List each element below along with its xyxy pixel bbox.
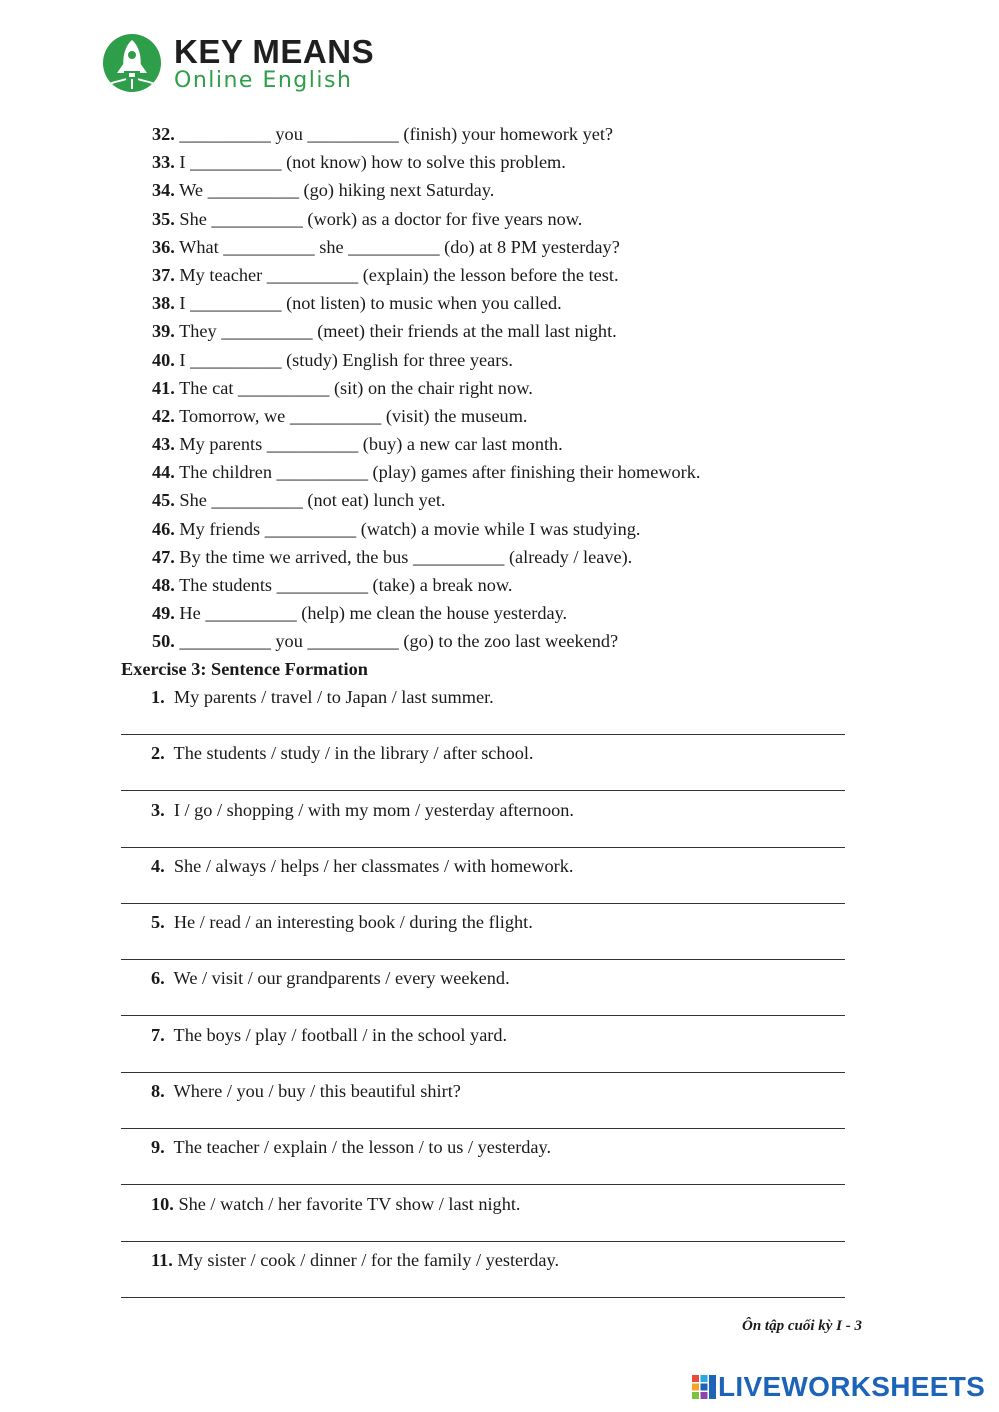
item-number: 2.	[151, 743, 165, 764]
sentence-prompt	[151, 797, 574, 823]
answer-line[interactable]	[121, 1015, 845, 1016]
answer-line[interactable]	[121, 1128, 845, 1129]
item-number: 39.	[152, 321, 175, 342]
sentence-item	[121, 1191, 845, 1247]
item-number: 1.	[151, 687, 165, 707]
item-text: My parents __________ (buy) a new car last month.	[174, 434, 563, 455]
answer-line[interactable]	[121, 847, 845, 848]
item-number: 44.	[152, 462, 175, 483]
sentence-prompt	[151, 965, 510, 991]
exercise-item	[152, 262, 700, 290]
exercise-item	[152, 177, 700, 205]
exercise-item	[152, 149, 700, 177]
sentence-item	[121, 853, 845, 909]
exercise-item	[152, 206, 700, 234]
exercise-item	[152, 459, 700, 487]
sentence-prompt	[151, 1078, 461, 1104]
item-number: 6.	[151, 968, 165, 989]
item-text: We __________ (go) hiking next Saturday.	[174, 180, 495, 201]
item-number: 33.	[152, 152, 175, 173]
exercise-item	[152, 347, 700, 375]
exercise-item	[152, 403, 700, 431]
item-number: 42.	[152, 405, 175, 426]
item-number: 41.	[152, 377, 175, 398]
item-text: My teacher __________ (explain) the lesson before the test.	[174, 264, 619, 285]
exercise-3-title: Exercise 3: Sentence Formation	[121, 659, 368, 679]
item-text: She __________ (not eat) lunch yet.	[174, 490, 446, 511]
item-number: 10.	[151, 1193, 174, 1214]
sentence-prompt	[151, 1022, 507, 1048]
item-text: The cat __________ (sit) on the chair right now.	[174, 377, 533, 398]
item-text: He __________ (help) me clean the house yesterday.	[174, 603, 568, 624]
sentence-prompt	[151, 684, 494, 710]
answer-line[interactable]	[121, 790, 845, 791]
exercise-item	[152, 572, 700, 600]
item-text: Where / you / buy / this beautiful shirt?	[173, 1081, 461, 1102]
item-number: 46.	[152, 518, 175, 539]
sentence-prompt	[151, 853, 573, 879]
sentence-item	[121, 1134, 845, 1190]
item-number: 40.	[152, 349, 175, 370]
item-text: The students __________ (take) a break now.	[174, 575, 513, 595]
item-text: The students / study / in the library / after school.	[173, 743, 534, 764]
exercise-item	[152, 318, 700, 346]
sentence-item	[121, 965, 845, 1021]
sentence-prompt	[151, 1247, 559, 1273]
item-number: 38.	[152, 293, 175, 314]
item-text: The boys / play / football / in the school yard.	[173, 1024, 508, 1045]
item-number: 5.	[151, 912, 165, 933]
exercise-item	[152, 431, 700, 459]
item-text: Tomorrow, we __________ (visit) the museum.	[174, 405, 528, 426]
sentence-prompt	[151, 740, 534, 766]
item-number: 35.	[152, 208, 175, 229]
exercise-item	[152, 121, 700, 149]
sentence-prompt	[151, 1191, 520, 1217]
exercise-item	[152, 628, 700, 656]
item-text: He / read / an interesting book / during the flight.	[173, 912, 533, 933]
exercise-item	[152, 375, 700, 403]
answer-line[interactable]	[121, 1241, 845, 1242]
sentence-item	[121, 797, 845, 853]
item-text: My parents / travel / to Japan / last summer.	[173, 687, 494, 707]
item-number: 36.	[152, 236, 175, 257]
sentence-item	[121, 684, 845, 740]
answer-line[interactable]	[121, 734, 845, 735]
item-text: My sister / cook / dinner / for the family / yesterday.	[177, 1249, 560, 1270]
answer-line[interactable]	[121, 1184, 845, 1185]
item-number: 8.	[151, 1081, 165, 1102]
exercise-item	[152, 234, 700, 262]
exercise-item	[152, 290, 700, 318]
item-number: 50.	[152, 631, 175, 652]
liveworksheets-logo-icon	[692, 1375, 716, 1399]
item-number: 4.	[151, 855, 165, 876]
item-number: 48.	[152, 575, 175, 595]
item-text: __________ you __________ (finish) your homework yet?	[174, 124, 614, 144]
watermark-text: LIVEWORKSHEETS	[718, 1371, 986, 1402]
item-text: She / always / helps / her classmates / with homework.	[173, 855, 574, 876]
item-text: My friends __________ (watch) a movie while I was studying.	[174, 518, 641, 539]
item-text: I / go / shopping / with my mom / yesterday afternoon.	[173, 799, 574, 820]
brand-subtitle: Online English	[174, 68, 353, 93]
exercise-item	[152, 600, 700, 628]
sentence-item	[121, 740, 845, 796]
item-text: The teacher / explain / the lesson / to us / yesterday.	[173, 1137, 552, 1158]
item-text: What __________ she __________ (do) at 8 PM yesterday?	[174, 236, 620, 257]
brand-title: KEY MEANS	[174, 33, 375, 70]
item-number: 32.	[152, 124, 175, 144]
sentence-prompt	[151, 909, 533, 935]
item-text: I __________ (not know) how to solve this problem.	[174, 152, 566, 173]
item-text: The children __________ (play) games after finishing their homework.	[174, 462, 701, 483]
item-text: I __________ (not listen) to music when you called.	[174, 293, 562, 314]
item-text: She / watch / her favorite TV show / last night.	[178, 1193, 521, 1214]
page-footer-label: Ôn tập cuối kỳ I - 3	[742, 1318, 862, 1334]
exercise-3-list	[121, 684, 845, 1303]
item-number: 9.	[151, 1137, 165, 1158]
sentence-item	[121, 1078, 845, 1134]
answer-line[interactable]	[121, 1297, 845, 1298]
item-number: 45.	[152, 490, 175, 511]
sentence-item	[121, 1247, 845, 1303]
item-number: 7.	[151, 1024, 165, 1045]
item-number: 47.	[152, 546, 175, 567]
answer-line[interactable]	[121, 959, 845, 960]
item-number: 43.	[152, 434, 175, 455]
item-text: They __________ (meet) their friends at the mall last night.	[174, 321, 617, 342]
exercise-item	[152, 516, 700, 544]
exercise-item	[152, 544, 700, 572]
sentence-prompt	[151, 1134, 551, 1160]
item-text: By the time we arrived, the bus __________ (already / leave).	[174, 546, 633, 567]
item-number: 34.	[152, 180, 175, 201]
sentence-item	[121, 1022, 845, 1078]
item-number: 37.	[152, 264, 175, 285]
item-text: She __________ (work) as a doctor for five years now.	[174, 208, 583, 229]
item-text: I __________ (study) English for three years.	[174, 349, 513, 370]
item-text: __________ you __________ (go) to the zoo last weekend?	[174, 631, 619, 652]
rocket-logo-icon	[100, 33, 164, 93]
item-text: We / visit / our grandparents / every weekend.	[173, 968, 510, 989]
item-number: 3.	[151, 799, 165, 820]
item-number: 11.	[151, 1249, 173, 1270]
exercise-item	[152, 487, 700, 515]
answer-line[interactable]	[121, 903, 845, 904]
answer-line[interactable]	[121, 1072, 845, 1073]
item-number: 49.	[152, 603, 175, 624]
sentence-item	[121, 909, 845, 965]
exercise-2-list	[152, 121, 700, 657]
